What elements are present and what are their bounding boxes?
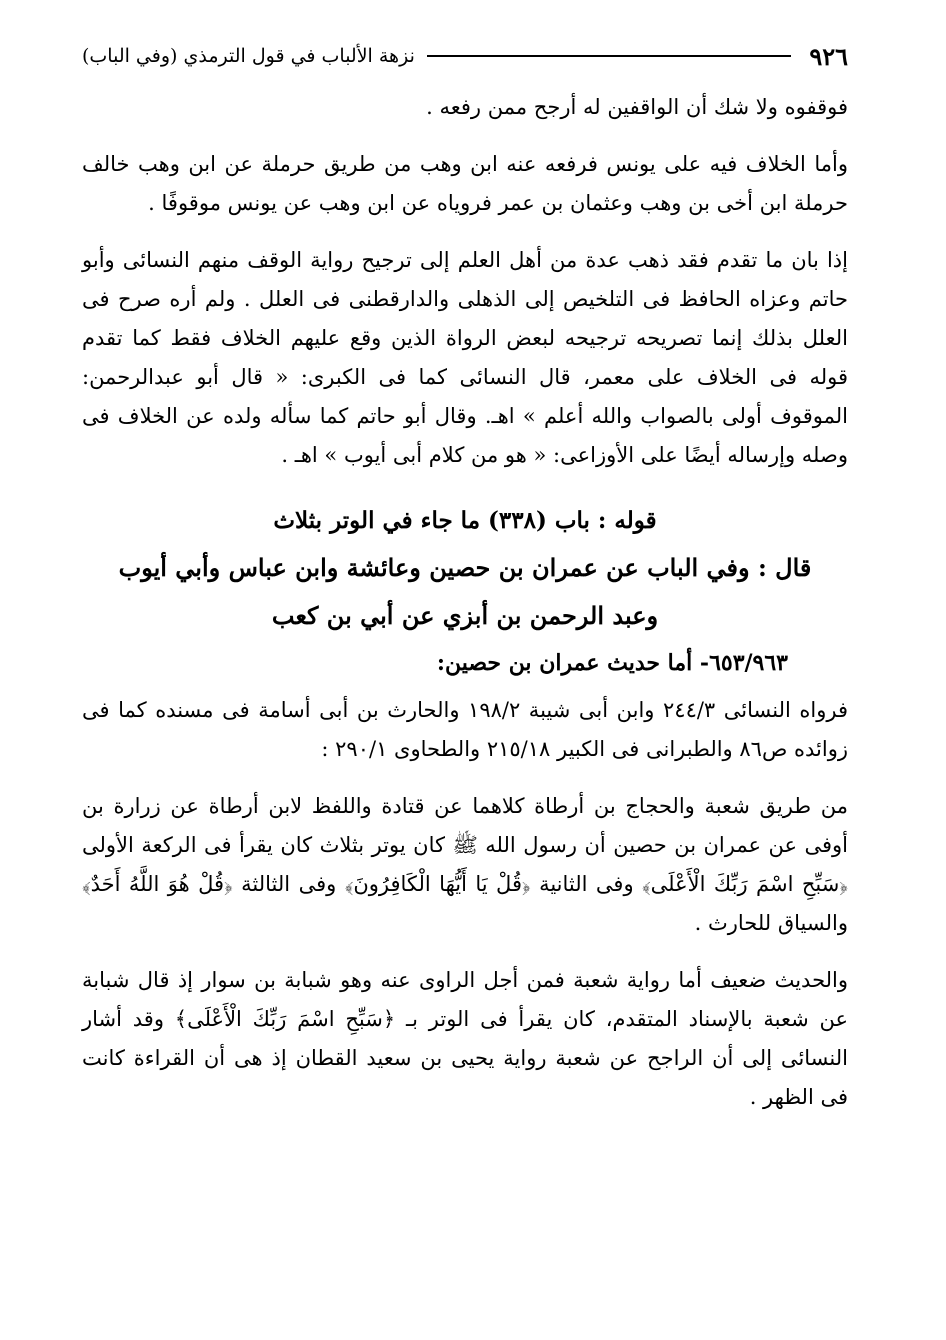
- paragraph-6: والحديث ضعيف أما رواية شعبة فمن أجل الراوى عنه وهو شبابة بن سوار إذ قال شبابة عن شعبة بالإسناد المتقدم، كان يقرأ فى الوتر بـ ﴿سَبِّحِ اسْمَ رَبِّكَ الْأَعْلَى﴾ وقد أشار النسائى إلى أن الراجح عن شعبة رواية يحيى بن سعيد القطان إذ هى أن القراءة كانت فى الظهر .: [82, 968, 848, 1109]
- paragraph-2: وأما الخلاف فيه على يونس فرفعه عنه ابن وهب من طريق حرملة عن ابن وهب خالف حرملة ابن أخى بن وهب وعثمان بن عمر فروياه عن ابن وهب عن يونس موقوفًا .: [82, 152, 848, 215]
- book-page: [82, 36, 848, 1316]
- paragraph-3: إذا بان ما تقدم فقد ذهب عدة من أهل العلم إلى ترجيح رواية الوقف منهم النسائى وأبو حاتم وعزاه الحافظ فى التلخيص إلى الذهلى والدارقطنى فى العلل . ولم أره صرح فى العلل بذلك إنما تصريحه ترجيحه لبعض الرواة الذين وقع عليهم الخلاف فقط كما تقدم قوله فى الخلاف على معمر، قال النسائى كما فى الكبرى: « قال أبو عبدالرحمن: الموقوف أولى بالصواب والله أعلم » اهـ. وقال أبو حاتم كما سأله ولده عن الخلاف فى وصله وإرساله أيضًا على الأوزاعى: « هو من كلام أبى أيوب » اهـ .: [82, 248, 848, 467]
- running-title: نزهة الألباب في قول الترمذي (وفي الباب): [82, 45, 415, 67]
- page-header: [82, 36, 848, 76]
- paragraph-5: من طريق شعبة والحجاج بن أرطاة كلاهما عن قتادة واللفظ لابن أرطاة عن زرارة بن أوفى عن عمران بن حصين أن رسول الله ﷺ كان يوتر بثلاث كان يقرأ فى الركعة الأولى ﴿سَبِّحِ اسْمَ رَبِّكَ الْأَعْلَى﴾ وفى الثانية ﴿قُلْ يَا أَيُّهَا الْكَافِرُونَ﴾ وفى الثالثة ﴿قُلْ هُوَ اللَّهُ أَحَدٌ﴾ والسياق للحارث .: [82, 794, 848, 935]
- paragraph-1: فوقفوه ولا شك أن الواقفين له أرجح ممن رفعه .: [426, 95, 848, 119]
- section-title: قوله : باب (٣٣٨) ما جاء في الوتر بثلاث: [273, 507, 657, 534]
- hadith-heading: ٦٥٣/٩٦٣- أما حديث عمران بن حصين:: [436, 650, 788, 676]
- page-number: ٩٢٦: [809, 41, 848, 71]
- chapter-line-2: وعبد الرحمن بن أبزي عن أبي بن كعب: [271, 601, 659, 630]
- paragraph-4: فرواه النسائى ٢٤٤/٣ وابن أبى شيبة ١٩٨/٢ والحارث بن أبى أسامة فى مسنده كما فى زوائده ص٨٦ والطبرانى فى الكبير ٢١٥/١٨ والطحاوى ٢٩٠/١ :: [82, 698, 848, 761]
- header-rule: [427, 55, 791, 57]
- chapter-line-1: قال : وفي الباب عن عمران بن حصين وعائشة وابن عباس وأبي أيوب: [118, 553, 812, 582]
